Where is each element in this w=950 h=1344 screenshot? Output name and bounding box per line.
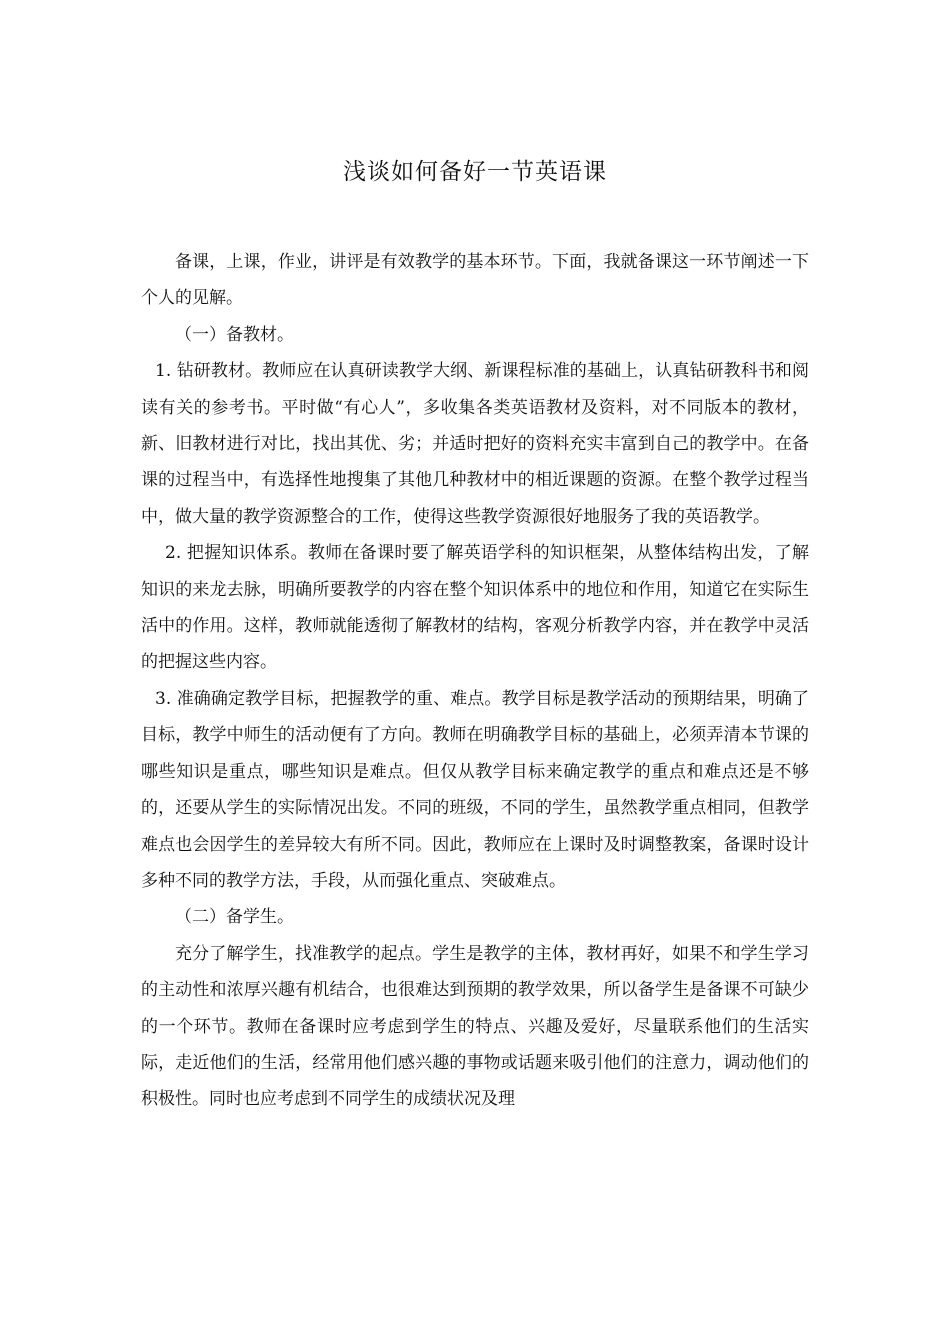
section-heading-students: （二）备学生。 bbox=[175, 907, 294, 928]
paragraph-item-1: 1. 钻研教材。教师应在认真研读教学大纲、新课程标准的基础上，认真钻研教科书和阅读有关的参考书。平时做“有心人”，多收集各类英语教材及资料，对不同版本的教材，新、旧教材进行对比，找出其优、劣；并适时把好的资料充实丰富到自己的教学中。在备课的过程当中，有选择性地搜集了其他几种教材中的相近课题的资源。在整个教学过程当中，做大量的教学资源整合的工作，使得这些教学资源很好地服务了我的英语教学。 bbox=[141, 361, 809, 527]
document-title: 浅谈如何备好一节英语课 bbox=[343, 159, 607, 185]
section-heading-materials: （一）备教材。 bbox=[175, 324, 294, 345]
document-body bbox=[141, 244, 809, 1118]
paragraph-item-3: 3. 准确确定教学目标，把握教学的重、难点。教学目标是教学活动的预期结果，明确了目标，教学中师生的活动便有了方向。教师在明确教学目标的基础上，必须弄清本节课的哪些知识是重点，哪些知识是难点。但仅从教学目标来确定教学的重点和难点还是不够的，还要从学生的实际情况出发。不同的班级，不同的学生，虽然教学重点相同，但教学难点也会因学生的差异较大有所不同。因此，教师应在上课时及时调整教案，备课时设计多种不同的教学方法，手段，从而强化重点、突破难点。 bbox=[141, 688, 809, 891]
paragraph-item-2: 2. 把握知识体系。教师在备课时要了解英语学科的知识框架，从整体结构出发，了解知识的来龙去脉，明确所要教学的内容在整个知识体系中的地位和作用，知道它在实际生活中的作用。这样，教师就能透彻了解教材的结构，客观分析教学内容，并在教学中灵活的把握这些内容。 bbox=[141, 543, 809, 673]
paragraph-students: 充分了解学生，找准教学的起点。学生是教学的主体，教材再好，如果不和学生学习的主动性和浓厚兴趣有机结合，也很难达到预期的教学效果，所以备学生是备课不可缺少的一个环节。教师在备课时应考虑到学生的特点、兴趣及爱好，尽量联系他们的生活实际，走近他们的生活，经常用他们感兴趣的事物或话题来吸引他们的注意力，调动他们的积极性。同时也应考虑到不同学生的成绩状况及理 bbox=[141, 943, 809, 1110]
paragraph-intro: 备课，上课，作业，讲评是有效教学的基本环节。下面，我就备课这一环节阐述一下个人的见解。 bbox=[141, 252, 809, 309]
